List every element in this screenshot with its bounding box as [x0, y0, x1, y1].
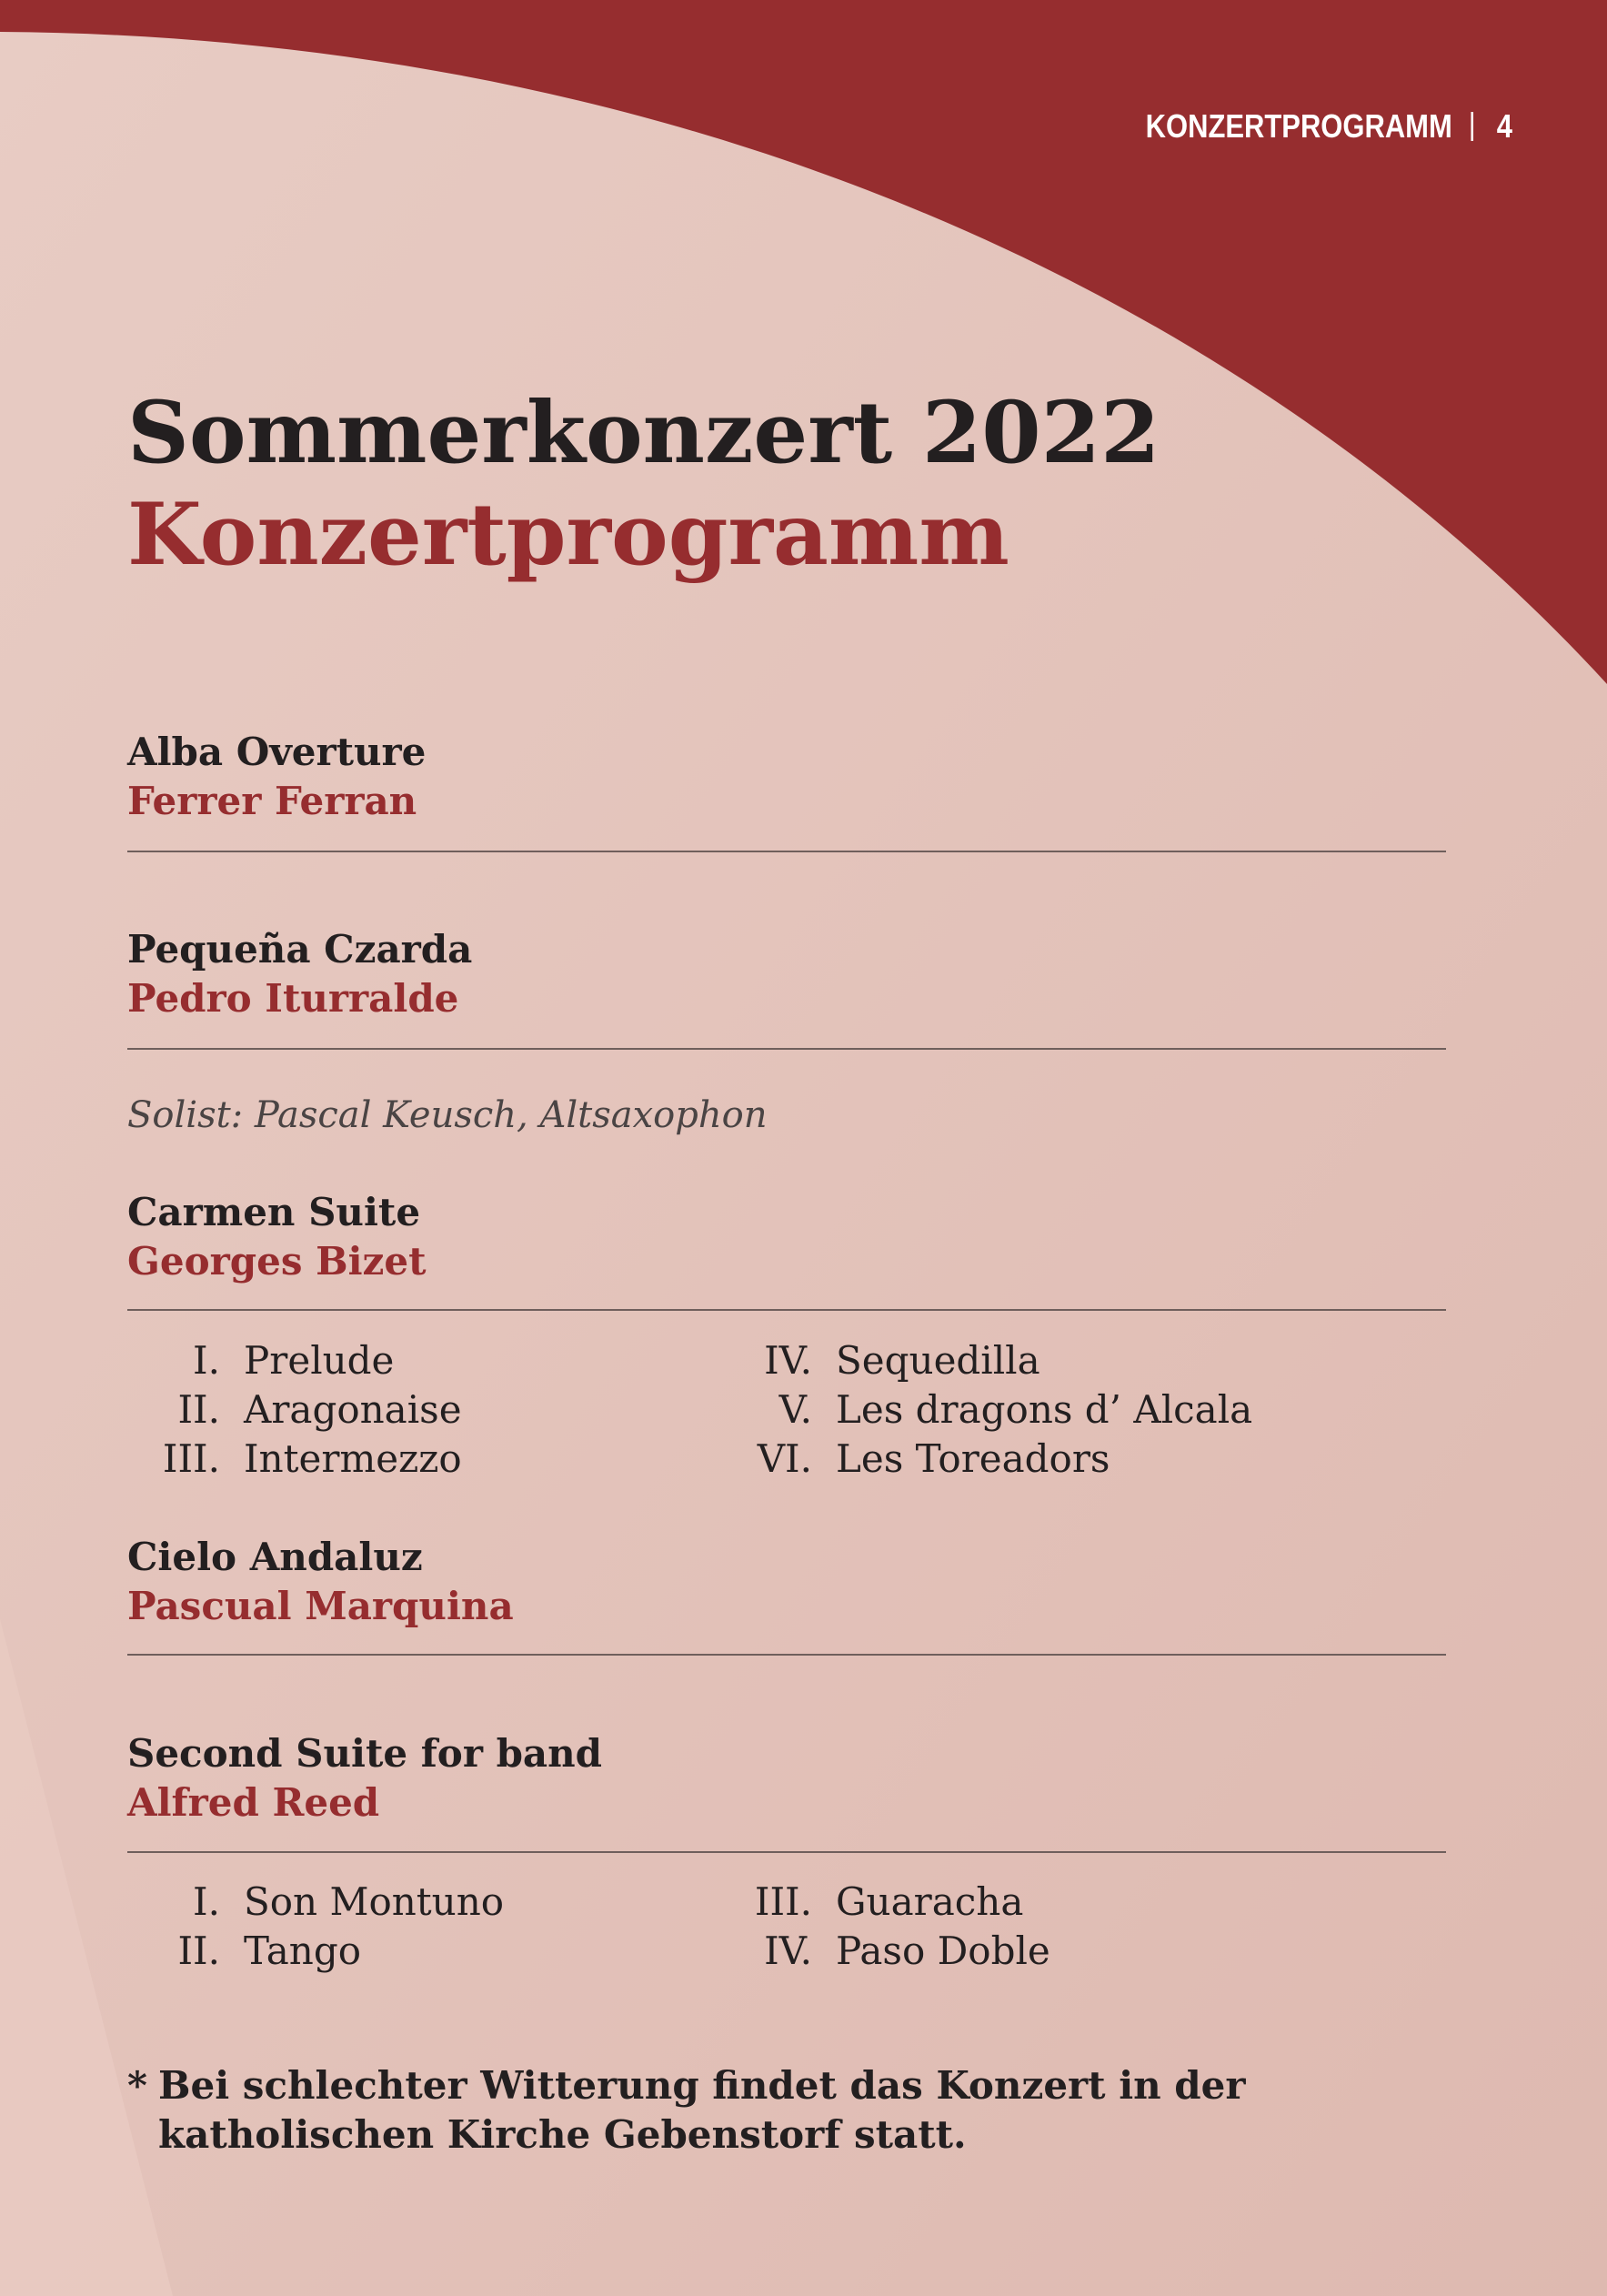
footnote-marker: *	[127, 2063, 147, 2108]
running-head	[1146, 107, 1512, 146]
piece-alba-overture	[127, 728, 1446, 826]
divider	[127, 1048, 1446, 1050]
weather-footnote	[127, 2061, 1491, 2160]
page-subtitle: Konzertprogramm	[127, 485, 1009, 585]
divider	[127, 1851, 1446, 1853]
piece-pequena-czarda	[127, 925, 1446, 1023]
carmen-movements	[127, 1336, 1310, 1491]
movement-item: V. Les dragons d’ Alcala	[778, 1387, 1253, 1432]
movement-item: I. Prelude	[193, 1338, 395, 1383]
piece-title: Pequeña Czarda	[127, 927, 473, 972]
section-label: KONZERTPROGRAMM	[1145, 107, 1452, 145]
piece-title: Second Suite for band	[127, 1731, 603, 1776]
soloist-note: Solist: Pascal Keusch, Altsaxophon	[127, 1094, 768, 1136]
piece-composer: Pascual Marquina	[127, 1584, 514, 1628]
movement-item: I. Son Montuno	[193, 1879, 505, 1924]
divider	[127, 1654, 1446, 1656]
piece-composer: Georges Bizet	[127, 1239, 427, 1284]
piece-title: Alba Overture	[127, 730, 427, 774]
piece-carmen-suite	[127, 1188, 1446, 1286]
movement-item: IV. Paso Doble	[764, 1928, 1050, 1973]
second-suite-movements	[127, 1878, 1310, 1978]
divider	[127, 1309, 1446, 1311]
piece-title: Cielo Andaluz	[127, 1535, 423, 1579]
footnote-line-1: Bei schlechter Witterung findet das Konzert in der	[158, 2063, 1246, 2108]
movement-item: III. Guaracha	[754, 1879, 1024, 1924]
movement-item: II. Tango	[177, 1928, 362, 1973]
divider	[127, 851, 1446, 852]
piece-composer: Pedro Iturralde	[127, 976, 459, 1021]
page-number: 4	[1496, 107, 1512, 145]
piece-composer: Ferrer Ferran	[127, 779, 417, 823]
piece-title: Carmen Suite	[127, 1190, 421, 1234]
movement-item: VI. Les Toreadors	[757, 1436, 1110, 1481]
movement-item: II. Aragonaise	[177, 1387, 462, 1432]
piece-composer: Alfred Reed	[127, 1780, 380, 1825]
header-separator	[1471, 112, 1473, 141]
piece-cielo-andaluz	[127, 1533, 1446, 1631]
movement-item: IV. Sequedilla	[764, 1338, 1040, 1383]
piece-second-suite	[127, 1729, 1446, 1828]
page-title: Sommerkonzert 2022	[127, 383, 1160, 483]
movement-item: III. Intermezzo	[162, 1436, 462, 1481]
footnote-line-2: katholischen Kirche Gebenstorf statt.	[158, 2112, 967, 2157]
